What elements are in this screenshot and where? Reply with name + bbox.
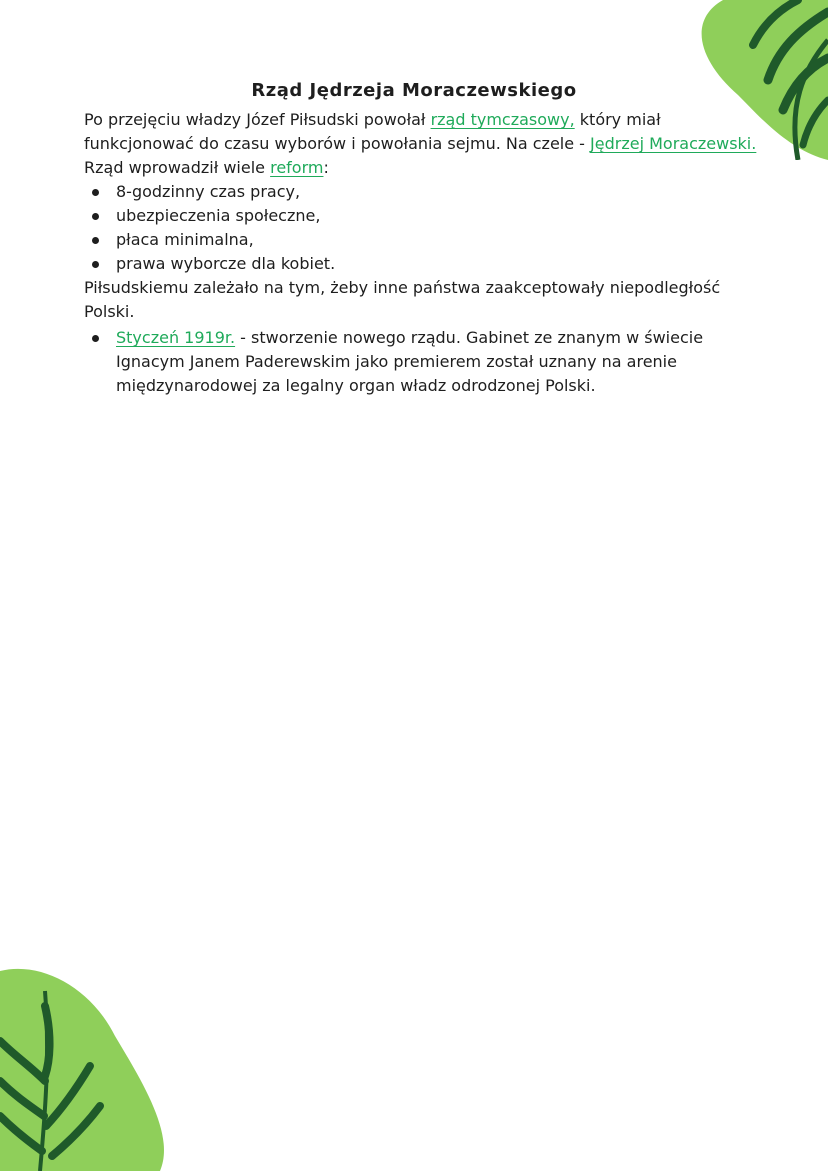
reforms-list bbox=[84, 180, 774, 276]
term-rzad-tymczasowy: rząd tymczasowy, bbox=[430, 110, 575, 129]
list-item: ubezpieczenia społeczne, bbox=[116, 204, 774, 228]
reforms-intro-text: Rząd wprowadził wiele bbox=[84, 158, 271, 177]
intro-text-2: który miał funkcjonować do czasu wyborów i powołania sejmu. Na czele - bbox=[84, 110, 661, 153]
list-item bbox=[116, 326, 774, 398]
reforms-intro-suffix: : bbox=[323, 158, 329, 177]
leaf-decoration-bottom-left bbox=[0, 966, 170, 1171]
independence-paragraph: Piłsudskiemu zależało na tym, żeby inne państwa zaakceptowały niepodległość Polski. bbox=[84, 278, 721, 321]
list-item: prawa wyborcze dla kobiet. bbox=[116, 252, 774, 276]
term-reform: reform bbox=[270, 158, 324, 177]
event-text: - stworzenie nowego rządu. Gabinet ze znanym w świecie Ignacym Janem Paderewskim jako premierem został uznany na arenie międzynarodowej za legalny organ władz odrodzonej Polski. bbox=[116, 328, 704, 395]
reforms-intro bbox=[84, 156, 774, 180]
event-date: Styczeń 1919r. bbox=[116, 328, 236, 347]
list-item: płaca minimalna, bbox=[116, 228, 774, 252]
document-body bbox=[84, 108, 774, 398]
list-item: 8-godzinny czas pracy, bbox=[116, 180, 774, 204]
events-list bbox=[84, 326, 774, 398]
term-jedrzej-moraczewski: Jędrzej Moraczewski. bbox=[590, 134, 757, 153]
intro-text-1: Po przejęciu władzy Józef Piłsudski powołał bbox=[84, 110, 431, 129]
document-title: Rząd Jędrzeja Moraczewskiego bbox=[251, 80, 577, 101]
intro-paragraph bbox=[84, 108, 774, 156]
